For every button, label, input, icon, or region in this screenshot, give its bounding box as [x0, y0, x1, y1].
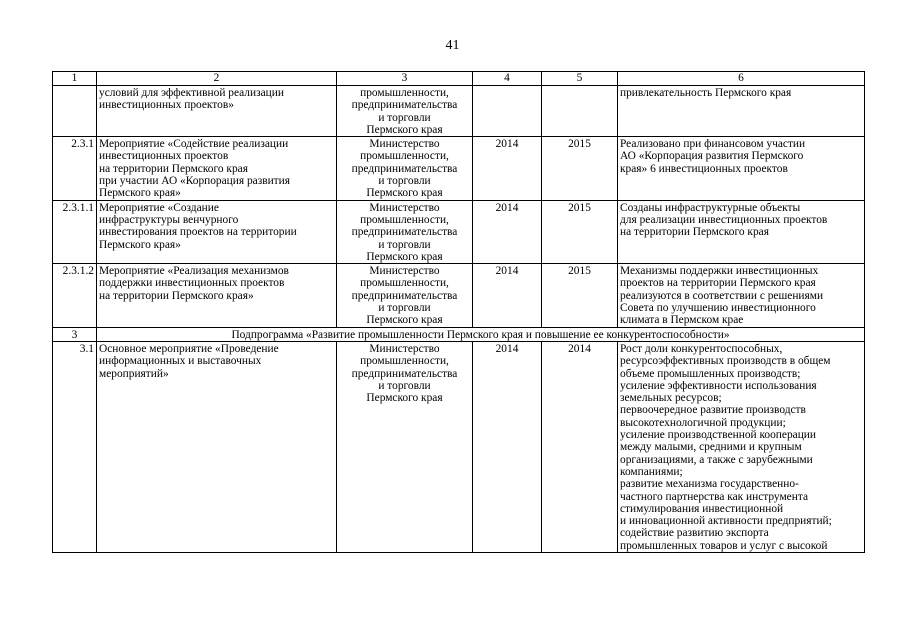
measure-name: Мероприятие «Реализация механизмов поддержки инвестиционных проектов на территории Пермского края»: [97, 264, 337, 327]
start-year: 2014: [473, 200, 542, 263]
measure-name: Мероприятие «Создание инфраструктуры венчурного инвестирования проектов на территории Пермского края»: [97, 200, 337, 263]
column-number-row: [53, 72, 865, 86]
expected-result: Созданы инфраструктурные объекты для реализации инвестиционных проектов на территории Пермского края: [618, 200, 865, 263]
measure-name: Основное мероприятие «Проведение информационных и выставочных мероприятий»: [97, 341, 337, 552]
expected-result: Механизмы поддержки инвестиционных проектов на территории Пермского края реализуются в соответствии с решениями Совета по улучшению инвестиционного климата в Пермском крае: [618, 264, 865, 327]
column-number: 3: [337, 72, 473, 86]
subprogram-title: Подпрограмма «Развитие промышленности Пермского края и повышение ее конкурентоспособности»: [97, 327, 865, 341]
table-row: [53, 137, 865, 200]
column-number: 5: [542, 72, 618, 86]
row-number: 2.3.1: [53, 137, 97, 200]
end-year: 2015: [542, 200, 618, 263]
measure-name: Мероприятие «Содействие реализации инвестиционных проектов на территории Пермского края при участии АО «Корпорация развития Пермского края»: [97, 137, 337, 200]
executor: Министерство промышленности, предпринимательства и торговли Пермского края: [337, 137, 473, 200]
row-number: 2.3.1.2: [53, 264, 97, 327]
start-year: 2014: [473, 264, 542, 327]
column-number: 1: [53, 72, 97, 86]
column-number: 6: [618, 72, 865, 86]
subprogram-row: [53, 327, 865, 341]
column-number: 2: [97, 72, 337, 86]
start-year: 2014: [473, 341, 542, 552]
executor: Министерство промышленности, предпринимательства и торговли Пермского края: [337, 200, 473, 263]
expected-result: Рост доли конкурентоспособных, ресурсоэффективных производств в общем объеме промышленных производств; усиление эффективности использования земельных ресурсов; первоочередное развитие производств высокотехнологичной продукции; усиление производственной кооперации между малыми, средними и крупным организациями, а также с зарубежными компаниями; развитие механизма государственно- частного партнерства как инструмента стимулирования инвестиционной и инновационной активности предприятий; содействие развитию экспорта промышленных товаров и услуг с высокой: [618, 341, 865, 552]
end-year: 2015: [542, 137, 618, 200]
start-year: [473, 86, 542, 137]
executor: Министерство промышленности, предпринимательства и торговли Пермского края: [337, 341, 473, 552]
measures-table: [52, 71, 865, 553]
start-year: 2014: [473, 137, 542, 200]
executor: промышленности, предпринимательства и торговли Пермского края: [337, 86, 473, 137]
end-year: [542, 86, 618, 137]
row-number: 3.1: [53, 341, 97, 552]
row-number: [53, 86, 97, 137]
table-row: [53, 264, 865, 327]
page-number: 41: [445, 38, 460, 53]
subprogram-number: 3: [53, 327, 97, 341]
end-year: 2015: [542, 264, 618, 327]
table-row: [53, 341, 865, 552]
table-row: [53, 200, 865, 263]
expected-result: Реализовано при финансовом участии АО «Корпорация развития Пермского края» 6 инвестиционных проектов: [618, 137, 865, 200]
expected-result: привлекательность Пермского края: [618, 86, 865, 137]
table-row: [53, 86, 865, 137]
row-number: 2.3.1.1: [53, 200, 97, 263]
end-year: 2014: [542, 341, 618, 552]
column-number: 4: [473, 72, 542, 86]
measure-name: условий для эффективной реализации инвестиционных проектов»: [97, 86, 337, 137]
executor: Министерство промышленности, предпринимательства и торговли Пермского края: [337, 264, 473, 327]
